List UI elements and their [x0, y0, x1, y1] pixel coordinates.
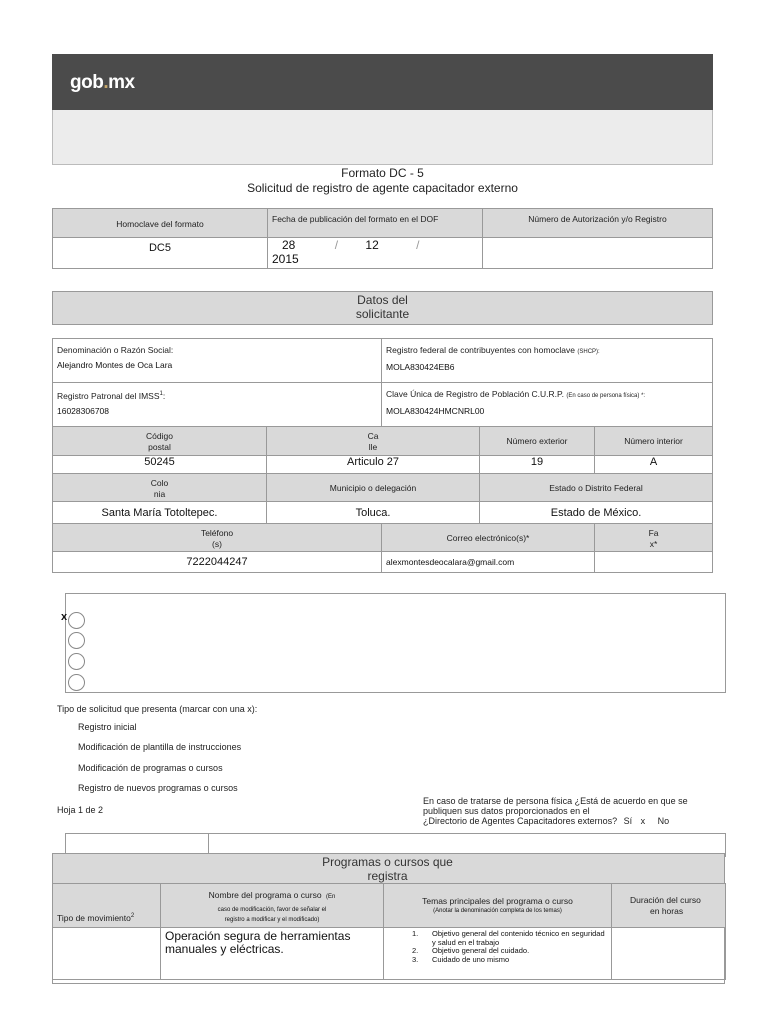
- radio-registro-nuevos[interactable]: [68, 674, 85, 691]
- autorizacion-value[interactable]: [483, 238, 713, 269]
- option-modificacion-programas: Modificación de programas o cursos: [78, 763, 223, 773]
- correo-value[interactable]: alexmontesdeocalara@gmail.com: [382, 552, 595, 573]
- solicitante-table: Denominación o Razón Social: Alejandro Montes de Oca Lara Registro federal de contribuyentes con homoclave (SHCP): MOLA830424EB6 Registro Patronal del IMSS$^1$: 16028306708 Clave Única de Registro de Población C.U.R.P. (En caso de persona física) *: MOLA830424HMCNRL00 Código postal Ca lle Número exterior Número interior 50245 Articulo 27 19 A Colo nia Municipio o delegación Estado o Distrito Federal Santa María Totoltepec. Toluca. Estado de México. Teléfono (s) Correo electrónico(s)* Fa x* 7222044247 alexmontesdeocalara@gmail.com: [52, 338, 713, 573]
- tema-item: Cuidado de uno mismo: [432, 954, 510, 964]
- temas-label: Temas principales del programa o curso: [422, 895, 573, 906]
- fecha-year: 2015: [272, 252, 299, 266]
- selection-mark: x: [61, 611, 68, 623]
- cp-value[interactable]: 50245: [53, 456, 267, 474]
- tipo-solicitud-box: [65, 593, 726, 693]
- consent-mark: x: [640, 816, 646, 826]
- radio-modificacion-plantilla[interactable]: [68, 632, 85, 649]
- municipio-value[interactable]: Toluca.: [267, 502, 480, 524]
- fecha-day: 28: [282, 238, 296, 252]
- section-datos-solicitante: Datos del solicitante: [52, 291, 713, 325]
- fecha-label: Fecha de publicación del formato en el DOF: [272, 214, 439, 224]
- estado-value[interactable]: Estado de México.: [480, 502, 713, 524]
- header-banner: [52, 54, 713, 110]
- nombre-programa-label: Nombre del programa o curso: [208, 890, 322, 900]
- calle-label: Ca: [367, 431, 379, 441]
- rfc-value[interactable]: MOLA830424EB6: [386, 362, 455, 372]
- curp-label: Clave Única de Registro de Población C.U.R.P.: [386, 389, 564, 399]
- page-number: Hoja 1 de 2: [57, 805, 104, 815]
- duracion-label: Duración del curso: [630, 894, 701, 905]
- consent-si[interactable]: Sí: [623, 816, 633, 826]
- num-ext-value[interactable]: 19: [480, 456, 595, 474]
- radio-registro-inicial[interactable]: [68, 612, 85, 629]
- tema-item: Objetivo general del contenido técnico en seguridad y salud en el trabajo: [432, 929, 605, 947]
- tipo-solicitud-title: Tipo de solicitud que presenta (marcar con una x):: [57, 704, 258, 714]
- num-ext-label: Número exterior: [506, 436, 568, 446]
- colonia-value[interactable]: Santa María Totoltepec.: [53, 502, 267, 524]
- option-modificacion-plantilla: Modificación de plantilla de instrucciones: [78, 742, 242, 752]
- num-int-value[interactable]: A: [595, 456, 713, 474]
- option-registro-inicial: Registro inicial: [78, 722, 137, 732]
- cp-label: Código: [146, 431, 173, 441]
- homoclave-value: DC5: [148, 242, 171, 254]
- format-code: Formato DC - 5: [341, 166, 424, 180]
- razon-social-label: Denominación o Razón Social:: [57, 345, 174, 355]
- radio-modificacion-programas[interactable]: [68, 653, 85, 670]
- option-registro-nuevos: Registro de nuevos programas o cursos: [78, 783, 238, 793]
- tema-item: Objetivo general del cuidado.: [432, 946, 530, 955]
- tipo-movimiento-label: Tipo de movimiento: [57, 913, 131, 923]
- curp-value[interactable]: MOLA830424HMCNRL00: [386, 406, 485, 416]
- estado-label: Estado o Distrito Federal: [549, 482, 643, 493]
- fax-value[interactable]: [595, 552, 713, 573]
- colonia-label: Colo: [150, 478, 169, 488]
- nombre-programa-value[interactable]: Operación segura de herramientas manuales y eléctricas.: [161, 928, 384, 980]
- consent-no[interactable]: No: [657, 816, 670, 826]
- duracion-value[interactable]: [612, 928, 726, 980]
- razon-social-value[interactable]: Alejandro Montes de Oca Lara: [57, 360, 173, 370]
- tipo-movimiento-value[interactable]: [53, 928, 161, 980]
- telefono-label: Teléfono: [200, 528, 234, 538]
- correo-label: Correo electrónico(s)*: [446, 532, 530, 543]
- gobmx-logo[interactable]: gob.mx: [70, 72, 135, 93]
- calle-value[interactable]: Articulo 27: [267, 456, 480, 474]
- municipio-label: Municipio o delegación: [329, 482, 417, 493]
- fecha-month: 12: [365, 238, 379, 252]
- rfc-label: Registro federal de contribuyentes con homoclave: [386, 345, 576, 355]
- homoclave-label: Homoclave del formato: [116, 219, 204, 229]
- imss-value[interactable]: 16028306708: [57, 405, 110, 416]
- autorizacion-label: Número de Autorización y/o Registro: [528, 214, 667, 224]
- header-subbanner: [52, 110, 713, 165]
- telefono-value[interactable]: 7222044247: [53, 552, 382, 573]
- programas-title: Programas o cursos que registra: [322, 855, 453, 883]
- imss-label: Registro Patronal del IMSS: [57, 390, 160, 401]
- num-int-label: Número interior: [624, 436, 683, 446]
- consent-question: En caso de tratarse de persona física ¿Está de acuerdo en que se publiquen sus datos proporcionados en el ¿Directorio de Agentes Capacitadores externos? Sí x No: [423, 796, 688, 826]
- programas-table: Tipo de movimiento$^2$ Nombre del programa o curso (En caso de modificación, favor de señalar el registro a modificar y el modificado) Temas principales del programa o curso (Anotar la denominación completa de los temas) Duración del curso en horas Operación segura de herramientas manuales y eléctricas. 1. Objetivo general del contenido técnico en seguridad y salud en el trabajo 2. Objetivo general del cuidado. 3. Cuidado de uno mismo: [52, 883, 726, 980]
- format-title: Solicitud de registro de agente capacitador externo: [247, 181, 518, 195]
- fax-label: Fa: [648, 528, 659, 538]
- temas-list[interactable]: 1. Objetivo general del contenido técnico en seguridad y salud en el trabajo 2. Objetivo general del cuidado. 3. Cuidado de uno mismo: [384, 928, 612, 980]
- format-info-table: Homoclave del formato Fecha de publicación del formato en el DOF Número de Autorización y/o Registro DC5 28 / 12 / 2015: [52, 208, 713, 269]
